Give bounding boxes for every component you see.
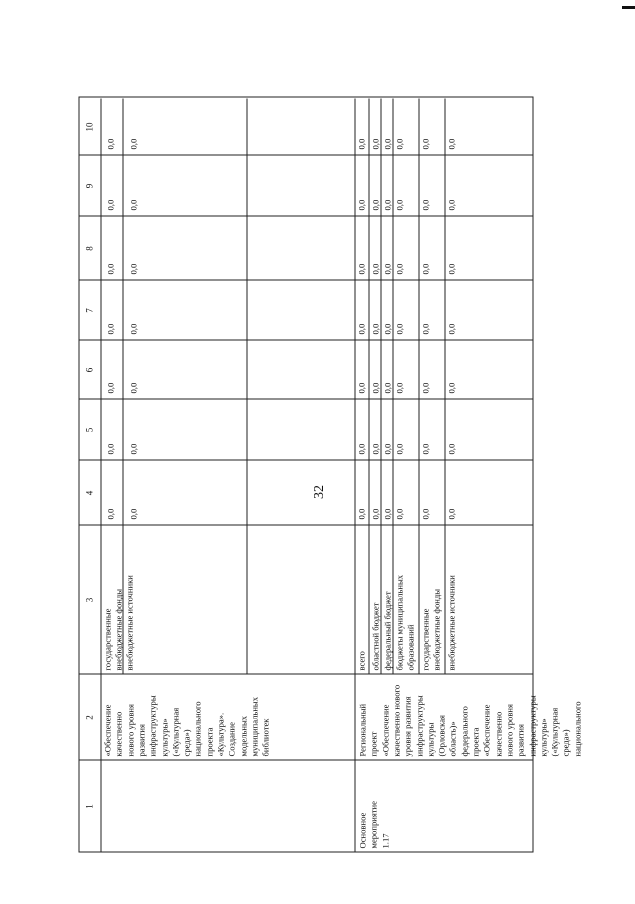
project-text-line: «Культура». bbox=[215, 712, 225, 756]
value-cell: 0,0 bbox=[128, 138, 138, 149]
value-cell: 0,0 bbox=[446, 382, 456, 393]
project-text-line: инфраструктуры bbox=[147, 694, 158, 756]
column-number: 8 bbox=[84, 245, 94, 251]
project-text-line: инфраструктуры bbox=[526, 694, 537, 756]
financing-table bbox=[78, 96, 582, 852]
value-cell: 0,0 bbox=[420, 443, 430, 454]
source-label-line: государственные bbox=[102, 608, 112, 670]
value-cell: 0,0 bbox=[128, 323, 138, 334]
value-cell: 0,0 bbox=[370, 263, 380, 274]
project-text-line: проект bbox=[368, 731, 379, 756]
value-cell: 0,0 bbox=[420, 199, 430, 210]
column-divider bbox=[78, 279, 532, 280]
value-cell: 0,0 bbox=[382, 508, 392, 519]
source-label-line: всего bbox=[356, 650, 366, 670]
value-cell: 0,0 bbox=[394, 323, 404, 334]
column-number: 1 bbox=[84, 803, 94, 809]
value-cell: 0,0 bbox=[382, 382, 392, 393]
project-text-line: нового уровня bbox=[124, 703, 135, 756]
project-text-line: качественно нового bbox=[390, 684, 401, 756]
page-number: 32 bbox=[312, 485, 327, 499]
project-text-line: («Культурная bbox=[549, 707, 560, 756]
project-text-line: муниципальных bbox=[248, 696, 259, 756]
value-cell: 0,0 bbox=[105, 382, 115, 393]
project-text-line: проекта bbox=[470, 727, 480, 756]
value-cell: 0,0 bbox=[105, 263, 115, 274]
project-text-line: культуры bbox=[424, 722, 435, 756]
row-divider bbox=[418, 98, 419, 674]
source-label-line: федеральный бюджет bbox=[382, 590, 392, 670]
value-cell: 0,0 bbox=[382, 263, 392, 274]
column-number: 7 bbox=[84, 307, 94, 313]
value-cell: 0,0 bbox=[105, 199, 115, 210]
project-text-line: модельных bbox=[237, 715, 248, 756]
project-text-line: (Орловская bbox=[436, 714, 447, 756]
value-cell: 0,0 bbox=[356, 443, 366, 454]
column-divider bbox=[78, 459, 532, 460]
column-number: 3 bbox=[84, 597, 94, 602]
source-label-line: внебюджетные источники bbox=[124, 574, 134, 670]
value-cell: 0,0 bbox=[394, 508, 404, 519]
column-number: 10 bbox=[84, 122, 94, 131]
value-cell: 0,0 bbox=[128, 263, 138, 274]
value-cell: 0,0 bbox=[446, 199, 456, 210]
value-cell: 0,0 bbox=[370, 443, 380, 454]
source-label-line: бюджеты муниципальных bbox=[394, 574, 404, 670]
column-number: 5 bbox=[84, 427, 94, 432]
value-cell: 0,0 bbox=[420, 263, 430, 274]
project-text-line: («Культурная bbox=[169, 707, 180, 756]
column-divider bbox=[78, 759, 532, 760]
row-divider bbox=[444, 98, 445, 674]
column-divider bbox=[78, 673, 532, 674]
value-cell: 0,0 bbox=[128, 508, 138, 519]
value-cell: 0,0 bbox=[446, 443, 456, 454]
value-cell: 0,0 bbox=[446, 323, 456, 334]
value-cell: 0,0 bbox=[356, 199, 366, 210]
project-text-line: «Обеспечение bbox=[102, 704, 112, 756]
column-divider bbox=[78, 154, 532, 155]
value-cell: 0,0 bbox=[128, 443, 138, 454]
project-text-line: культуры» bbox=[537, 717, 548, 756]
source-label-line: внебюджетные фонды bbox=[113, 588, 124, 670]
value-cell: 0,0 bbox=[394, 138, 404, 149]
value-cell: 0,0 bbox=[356, 138, 366, 149]
block-divider bbox=[354, 98, 355, 852]
project-text-line: качественно bbox=[492, 711, 503, 756]
column-number: 9 bbox=[84, 183, 94, 188]
row-divider bbox=[246, 98, 247, 674]
value-cell: 0,0 bbox=[105, 138, 115, 149]
value-cell: 0,0 bbox=[128, 382, 138, 393]
project-text-line: Региональный bbox=[357, 703, 367, 756]
project-text-line: уровня развития bbox=[402, 695, 413, 756]
value-cell: 0,0 bbox=[394, 263, 404, 274]
event-text-line: Основное bbox=[357, 812, 367, 848]
source-label-line: образований bbox=[405, 624, 416, 670]
column-number: 4 bbox=[84, 490, 94, 495]
value-cell: 0,0 bbox=[105, 443, 115, 454]
value-cell: 0,0 bbox=[370, 382, 380, 393]
column-divider bbox=[78, 398, 532, 399]
value-cell: 0,0 bbox=[420, 138, 430, 149]
source-label-line: государственные bbox=[420, 608, 430, 670]
source-label-line: внебюджетные фонды bbox=[431, 588, 442, 670]
project-text-line: Создание bbox=[226, 721, 237, 756]
column-divider bbox=[78, 524, 532, 525]
column-divider bbox=[78, 339, 532, 340]
value-cell: 0,0 bbox=[105, 508, 115, 519]
value-cell: 0,0 bbox=[370, 199, 380, 210]
project-text-line: «Обеспечение bbox=[481, 704, 492, 756]
event-text-line: мероприятие bbox=[368, 800, 379, 848]
project-text-line: среда») bbox=[560, 728, 571, 756]
value-cell: 0,0 bbox=[420, 323, 430, 334]
project-text-line: область)» bbox=[447, 720, 458, 756]
value-cell: 0,0 bbox=[356, 382, 366, 393]
value-cell: 0,0 bbox=[370, 138, 380, 149]
project-text-line: культуры» bbox=[158, 717, 169, 756]
value-cell: 0,0 bbox=[382, 323, 392, 334]
column-number: 2 bbox=[84, 714, 94, 720]
project-text-line: инфраструктуры bbox=[413, 694, 424, 756]
project-text-line: национального bbox=[192, 700, 203, 756]
value-cell: 0,0 bbox=[394, 382, 404, 393]
row-divider bbox=[368, 98, 369, 674]
source-label-line: внебюджетные источники bbox=[446, 574, 456, 670]
project-text-line: федерального bbox=[458, 705, 469, 756]
project-text-line: библиотек bbox=[260, 718, 271, 756]
value-cell: 0,0 bbox=[356, 323, 366, 334]
value-cell: 0,0 bbox=[356, 508, 366, 519]
value-cell: 0,0 bbox=[394, 199, 404, 210]
project-text-line: нового уровня bbox=[503, 703, 514, 756]
value-cell: 0,0 bbox=[382, 138, 392, 149]
project-text-line: проекта bbox=[203, 727, 214, 756]
value-cell: 0,0 bbox=[370, 508, 380, 519]
project-text-line: развития bbox=[515, 723, 526, 756]
project-text-line: развития bbox=[135, 723, 146, 756]
value-cell: 0,0 bbox=[420, 508, 430, 519]
value-cell: 0,0 bbox=[105, 323, 115, 334]
value-cell: 0,0 bbox=[128, 199, 138, 210]
project-text-line: национального bbox=[571, 700, 582, 756]
value-cell: 0,0 bbox=[356, 263, 366, 274]
value-cell: 0,0 bbox=[382, 199, 392, 210]
event-text-line: 1.17 bbox=[379, 832, 390, 848]
project-text-line: «Обеспечение bbox=[379, 704, 390, 756]
column-number: 6 bbox=[84, 367, 94, 372]
value-cell: 0,0 bbox=[394, 443, 404, 454]
value-cell: 0,0 bbox=[420, 382, 430, 393]
scan-mark bbox=[622, 6, 635, 9]
value-cell: 0,0 bbox=[446, 508, 456, 519]
source-label-line: областной бюджет bbox=[370, 602, 380, 670]
project-text-line: качественно bbox=[113, 711, 124, 756]
value-cell: 0,0 bbox=[446, 138, 456, 149]
value-cell: 0,0 bbox=[446, 263, 456, 274]
column-divider bbox=[78, 215, 532, 216]
value-cell: 0,0 bbox=[370, 323, 380, 334]
project-text-line: среда») bbox=[181, 728, 192, 756]
value-cell: 0,0 bbox=[382, 443, 392, 454]
